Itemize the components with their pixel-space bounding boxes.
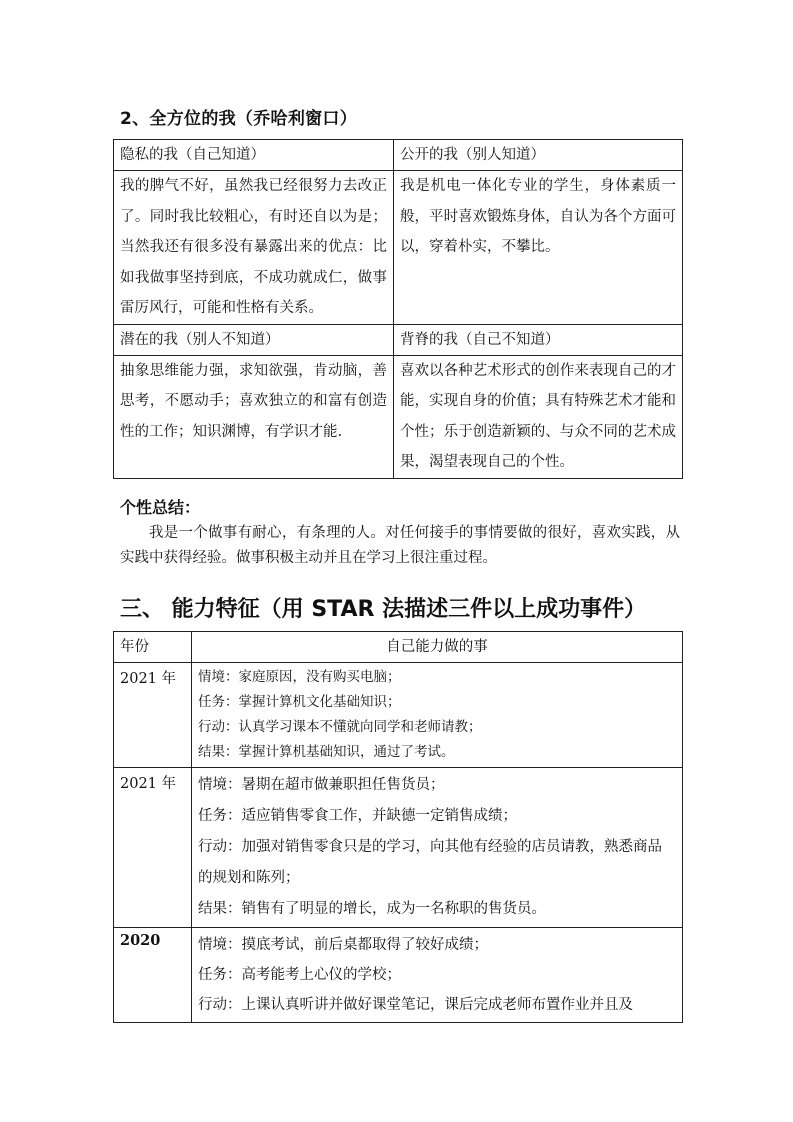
row-1-result: 结果：掌握计算机基础知识，通过了考试。	[198, 744, 455, 760]
row-3-task: 任务：高考能考上心仪的学校；	[198, 967, 401, 983]
row-2-situation: 情境：暑期在超市做兼职担任售货员；	[198, 777, 445, 793]
hidden-self-header: 隐私的我（自己知道）	[114, 140, 394, 171]
potential-self-text: 抽象思维能力强，求知欲强，肯动脑，善思考，不愿动手；喜欢独立的和富有创造性的工作；知识渊博，有学识才能.	[120, 362, 387, 440]
row-2-result: 结果：销售有了明显的增长，成为一名称职的售货员。	[198, 901, 546, 917]
section-3-title: 三、 能力特征（用 STAR 法描述三件以上成功事件）	[120, 597, 647, 622]
row-1-year: 2021 年	[114, 663, 192, 768]
open-self-header: 公开的我（别人知道）	[394, 140, 683, 171]
row-2-task: 任务：适应销售零食工作，并缺德一定销售成绩；	[198, 808, 517, 824]
section-2-title: 2、全方位的我（乔哈利窗口）	[120, 109, 358, 129]
row-3-events	[192, 928, 683, 1023]
row-1-events	[192, 663, 683, 768]
hidden-self-cell	[114, 171, 394, 325]
blind-self-header: 背脊的我（自己不知道）	[394, 324, 683, 355]
row-2-events	[192, 768, 683, 928]
row-3-year: 2020	[114, 928, 192, 1023]
open-self-text: 我是机电一体化专业的学生，身体素质一般，平时喜欢锻炼身体，自认为各个方面可以，穿着朴实，不攀比。	[400, 178, 676, 255]
year-column-header: 年份	[114, 632, 192, 663]
row-2-year: 2021 年	[114, 768, 192, 928]
row-3-action: 行动：上课认真听讲并做好课堂笔记，课后完成老师布置作业并且及	[198, 997, 633, 1013]
personality-summary-text: 我是一个做事有耐心，有条理的人。对任何接手的事情要做的很好，喜欢实践，从实践中获得经验。做事积极主动并且在学习上很注重过程。	[120, 525, 680, 566]
johari-window-table	[113, 139, 683, 479]
row-1-action: 行动：认真学习课本不懂就向同学和老师请教；	[198, 719, 482, 735]
event-column-header: 自己能力做的事	[192, 632, 683, 663]
row-1-situation: 情境：家庭原因，没有购买电脑；	[198, 669, 401, 685]
blind-self-text: 喜欢以各种艺术形式的创作来表现自己的才能，实现自身的价值；具有特殊艺术才能和个性；乐于创造新颖的、与众不同的艺术成果，渴望表现自己的个性。	[400, 362, 676, 470]
personality-summary-title: 个性总结：	[120, 498, 201, 517]
open-self-cell	[394, 171, 683, 325]
row-1-task: 任务：掌握计算机文化基础知识；	[198, 694, 401, 710]
potential-self-header: 潜在的我（别人不知道）	[114, 324, 394, 355]
row-3-situation: 情境：摸底考试，前后桌都取得了较好成绩；	[198, 937, 488, 953]
potential-self-cell	[114, 355, 394, 478]
row-2-action: 行动：加强对销售零食只是的学习，向其他有经验的店员请教，熟悉商品的规划和陈列；	[198, 839, 662, 886]
hidden-self-text: 我的脾气不好，虽然我已经很努力去改正了。同时我比较粗心，有时还自以为是；当然我还有很多没有暴露出来的优点：比如我做事坚持到底，不成功就成仁，做事雷厉风行，可能和性格有关系。	[120, 178, 387, 316]
blind-self-cell	[394, 355, 683, 478]
star-events-table	[113, 631, 683, 1023]
